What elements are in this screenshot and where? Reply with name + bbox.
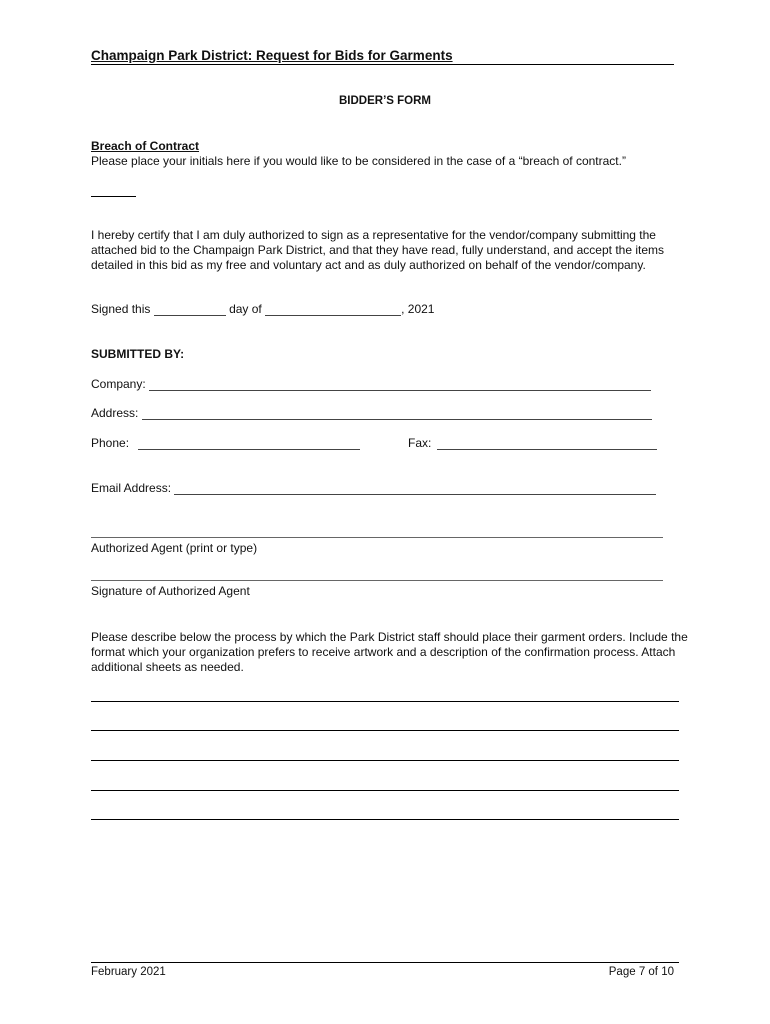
page-header <box>91 48 674 65</box>
signature-field[interactable] <box>91 580 663 581</box>
email-label: Email Address: <box>91 481 172 495</box>
footer-divider <box>91 962 679 963</box>
phone-field[interactable] <box>138 437 360 450</box>
fax-field[interactable] <box>437 437 657 450</box>
signed-suffix: , 2021 <box>401 302 435 316</box>
phone-label: Phone: <box>91 436 130 450</box>
breach-of-contract-title: Breach of Contract <box>91 139 200 153</box>
company-field[interactable] <box>149 378 651 391</box>
email-row <box>91 481 656 495</box>
phone-row <box>91 436 360 450</box>
form-title: BIDDER’S FORM <box>339 95 431 107</box>
authorized-agent-field[interactable] <box>91 537 663 538</box>
header-title: Champaign Park District: Request for Bids for Garments <box>91 48 453 63</box>
email-field[interactable] <box>174 482 656 495</box>
address-label: Address: <box>91 406 139 420</box>
signed-month-field[interactable] <box>265 303 401 316</box>
signed-prefix: Signed this <box>91 302 151 316</box>
address-row <box>91 406 652 420</box>
response-line[interactable] <box>91 760 679 761</box>
response-line[interactable] <box>91 701 679 702</box>
company-row <box>91 377 651 391</box>
response-line[interactable] <box>91 790 679 791</box>
fax-row <box>408 436 657 450</box>
initials-field[interactable] <box>91 195 136 197</box>
certification-paragraph: I hereby certify that I am duly authorized to sign as a representative for the vendor/company submitting the attached bid to the Champaign Park District, and that they have read, fully understand, and accept the items detailed in this bid as my free and voluntary act and as duly authorized on behalf of the vendor/company. <box>91 228 664 272</box>
footer-date: February 2021 <box>91 966 166 978</box>
authorized-agent-label: Authorized Agent (print or type) <box>91 541 258 555</box>
response-line[interactable] <box>91 730 679 731</box>
fax-label: Fax: <box>408 436 432 450</box>
signed-middle: day of <box>229 302 262 316</box>
submitted-by-title: SUBMITTED BY: <box>91 347 185 361</box>
company-label: Company: <box>91 377 146 391</box>
response-line[interactable] <box>91 819 679 820</box>
breach-instruction: Please place your initials here if you would like to be considered in the case of a “breach of contract.” <box>91 154 626 168</box>
signed-day-field[interactable] <box>154 303 226 316</box>
signed-date-line <box>91 302 434 316</box>
page-number: Page 7 of 10 <box>608 966 674 978</box>
signature-label: Signature of Authorized Agent <box>91 584 250 598</box>
address-field[interactable] <box>142 407 652 420</box>
process-description: Please describe below the process by which the Park District staff should place their garment orders. Include the format which your organization prefers to receive artwork and a description of the confirmation process. Attach additional sheets as needed. <box>91 630 688 674</box>
